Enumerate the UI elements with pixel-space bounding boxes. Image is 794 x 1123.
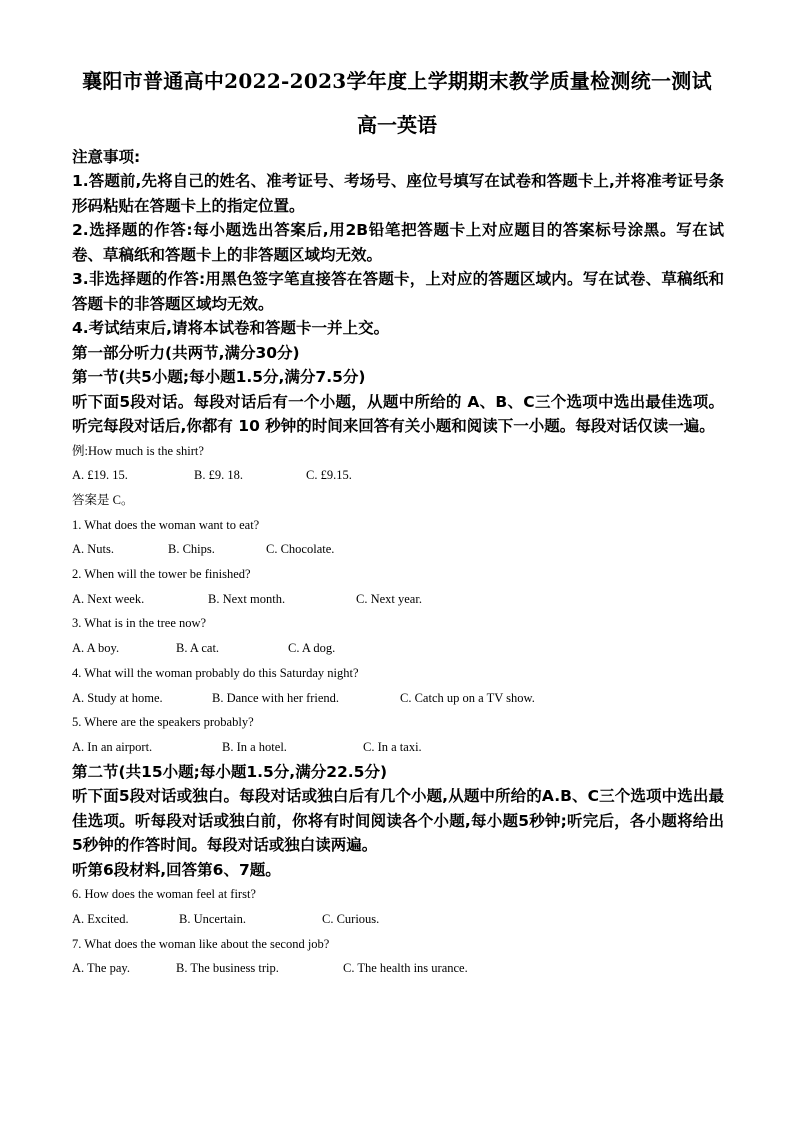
section2-instructions: 听下面5段对话或独白。每段对话或独白后有几个小题,从题中所给的A.B、C三个选项中选出最佳选项。听每段对话或独白前，你将有时间阅读各个小题,每小题5秒钟;听完后，各小题将给出5秒钟的作答时间。每段对话或独白读两遍。 bbox=[72, 787, 724, 855]
question-7-option-b: B. The business trip. bbox=[176, 961, 279, 976]
question-1: 1. What does the woman want to eat? bbox=[72, 517, 260, 532]
question-3-options bbox=[72, 636, 724, 661]
question-3-option-b: B. A cat. bbox=[176, 641, 220, 656]
example-answer: 答案是 C。 bbox=[72, 492, 134, 507]
question-2-option-c: C. Next year. bbox=[356, 591, 422, 606]
example-option-b: B. £9. 18. bbox=[194, 468, 243, 483]
exam-title: 襄阳市普通高中2022-2023学年度上学期期末教学质量检测统一测试 bbox=[82, 69, 712, 93]
question-1-option-c: C. Chocolate. bbox=[266, 542, 335, 557]
question-6: 6. How does the woman feel at first? bbox=[72, 887, 256, 902]
notice-item-4: 4.考试结束后,请将本试卷和答题卡一并上交。 bbox=[72, 319, 390, 337]
question-2: 2. When will the tower be finished? bbox=[72, 567, 251, 582]
question-6-options bbox=[72, 907, 724, 932]
question-7: 7. What does the woman like about the second job? bbox=[72, 936, 330, 951]
question-6-option-c: C. Curious. bbox=[322, 911, 380, 926]
question-6-option-b: B. Uncertain. bbox=[179, 911, 246, 926]
question-4-option-a: A. Study at home. bbox=[72, 690, 163, 705]
question-5-options bbox=[72, 735, 724, 760]
question-5-option-a: A. In an airport. bbox=[72, 739, 153, 754]
question-4-options bbox=[72, 686, 724, 711]
question-5-option-b: B. In a hotel. bbox=[222, 739, 287, 754]
notice-item-3: 3.非选择题的作答:用黑色签字笔直接答在答题卡，上对应的答题区域内。写在试卷、草稿纸和答题卡的非答题区域均无效。 bbox=[72, 270, 724, 313]
question-3: 3. What is in the tree now? bbox=[72, 616, 207, 631]
question-7-option-c: C. The health ins urance. bbox=[343, 961, 468, 976]
question-5: 5. Where are the speakers probably? bbox=[72, 715, 254, 730]
question-2-option-b: B. Next month. bbox=[208, 591, 286, 606]
question-1-option-a: A. Nuts. bbox=[72, 542, 115, 557]
example-option-c: C. £9.15. bbox=[306, 468, 352, 483]
notice-item-1: 1.答题前,先将自己的姓名、准考证号、考场号、座位号填写在试卷和答题卡上,并将准考证号条形码粘贴在答题卡上的指定位置。 bbox=[72, 172, 724, 215]
question-3-option-a: A. A boy. bbox=[72, 641, 120, 656]
section1-heading: 第一节(共5小题;每小题1.5分,满分7.5分) bbox=[72, 368, 366, 386]
example-option-a: A. £19. 15. bbox=[72, 468, 128, 483]
question-4-option-c: C. Catch up on a TV show. bbox=[400, 690, 535, 705]
question-7-option-a: A. The pay. bbox=[72, 961, 130, 976]
question-4: 4. What will the woman probably do this Saturday night? bbox=[72, 665, 359, 680]
section1-instructions: 听下面5段对话。每段对话后有一个小题，从题中所给的 A、B、C三个选项中选出最佳选项。听完每段对话后,你都有 10 秒钟的时间来回答有关小题和阅读下一小题。每段对话仅读一遍。 bbox=[72, 392, 724, 435]
notice-item-2: 2.选择题的作答:每小题选出答案后,用2B铅笔把答题卡上对应题目的答案标号涂黑。写在试卷、草稿纸和答题卡上的非答题区域均无效。 bbox=[72, 221, 724, 264]
question-5-option-c: C. In a taxi. bbox=[363, 739, 422, 754]
question-7-options bbox=[72, 956, 724, 981]
question-1-options bbox=[72, 537, 724, 562]
exam-subtitle: 高一英语 bbox=[357, 113, 437, 137]
part1-heading: 第一部分听力(共两节,满分30分) bbox=[72, 343, 300, 362]
example-question: 例:How much is the shirt? bbox=[72, 443, 204, 458]
question-4-option-b: B. Dance with her friend. bbox=[212, 690, 340, 705]
question-1-option-b: B. Chips. bbox=[168, 542, 215, 557]
question-2-option-a: A. Next week. bbox=[72, 591, 145, 606]
question-6-option-a: A. Excited. bbox=[72, 911, 129, 926]
example-options bbox=[72, 463, 724, 488]
question-3-option-c: C. A dog. bbox=[288, 641, 336, 656]
question-2-options bbox=[72, 587, 724, 612]
material-heading: 听第6段材料,回答第6、7题。 bbox=[72, 860, 281, 879]
section2-heading: 第二节(共15小题;每小题1.5分,满分22.5分) bbox=[72, 762, 388, 781]
notice-heading: 注意事项: bbox=[72, 148, 141, 166]
exam-body bbox=[72, 145, 724, 981]
